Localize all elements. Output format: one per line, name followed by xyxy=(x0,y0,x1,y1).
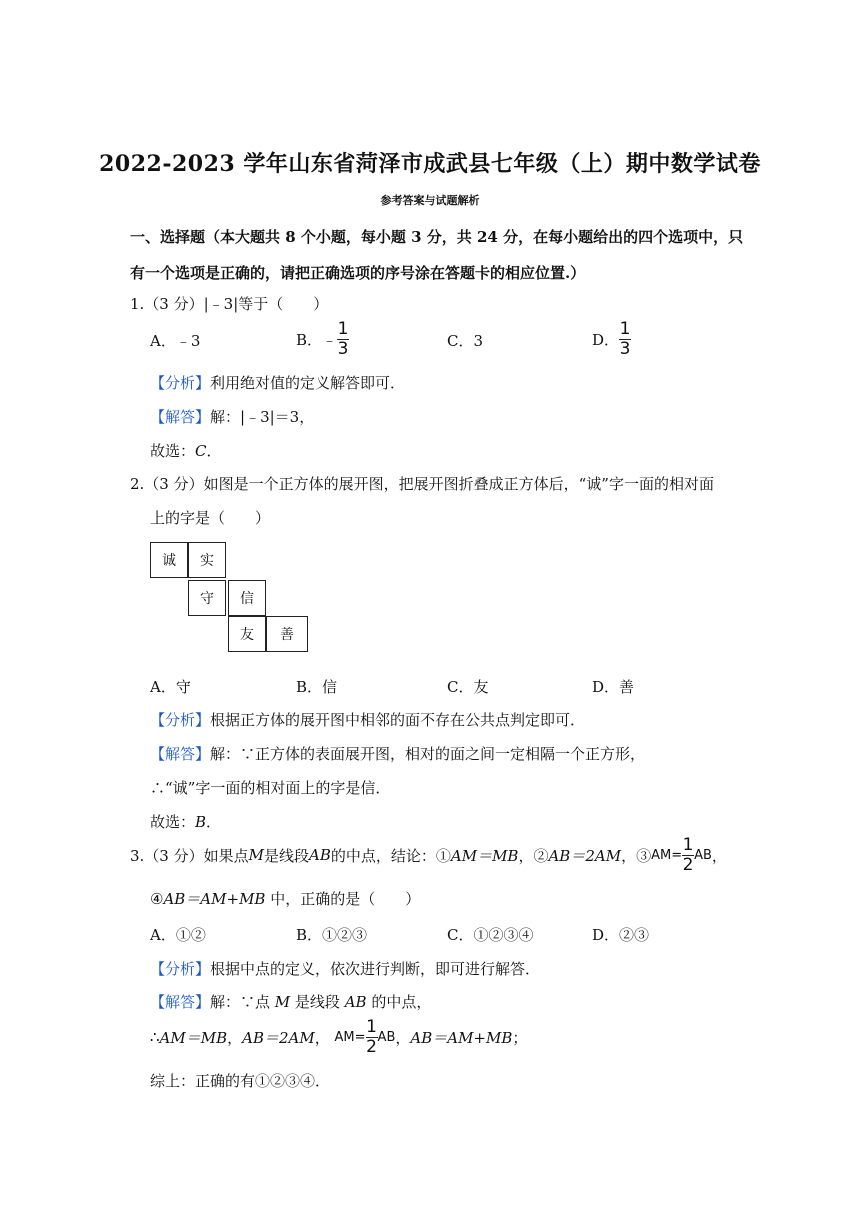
q3-text: ，② xyxy=(518,846,549,865)
q3-stem-line2 xyxy=(150,888,420,909)
q1-option-c: C．3 xyxy=(447,332,484,350)
q2-answer-text: 解：∵正方体的表面展开图，相对的面之间一定相隔一个正方形， xyxy=(210,745,646,763)
q3-answer-text: 是线段 xyxy=(290,993,345,1011)
net-cell: 诚 xyxy=(150,542,188,578)
q3-answer-text: 解：∵点 xyxy=(210,993,275,1011)
net-cell: 守 xyxy=(188,580,226,616)
q2-analysis-text: 根据正方体的展开图中相邻的面不存在公共点判定即可． xyxy=(210,711,586,729)
answer-tag: 【解答】 xyxy=(150,745,211,763)
q3-answer-text: ， xyxy=(227,1028,243,1047)
fraction-numerator: 1 xyxy=(682,834,694,855)
q3-text: ， xyxy=(711,846,727,865)
conclusion-4: AB＝AM+MB xyxy=(410,1028,513,1047)
conclusion-1: AM＝MB xyxy=(159,1028,228,1047)
section-heading-line2: 有一个选项是正确的，请把正确选项的序号涂在答题卡的相应位置.） xyxy=(130,264,586,282)
analysis-tag: 【分析】 xyxy=(150,960,211,978)
q1-option-d-prefix: D． xyxy=(592,331,620,349)
q1-option-a: A．﹣3 xyxy=(150,332,201,350)
q3-summary: 综上：正确的有①②③④． xyxy=(150,1072,331,1090)
q3-answer-text: ； xyxy=(512,1028,528,1047)
q1-answer xyxy=(150,406,314,427)
q3-text: ，③ xyxy=(621,846,652,865)
q1-answer-text: 解：|﹣3|＝3， xyxy=(210,408,315,426)
choice-suffix: ． xyxy=(206,442,222,460)
q3-text: ④ xyxy=(150,890,164,908)
q2-analysis xyxy=(150,709,585,730)
q2-option-b: B．信 xyxy=(296,678,338,696)
q1-option-b-fraction xyxy=(337,321,349,358)
q3-answer-text: ∴ xyxy=(150,1028,160,1046)
q2-option-a: A．守 xyxy=(150,678,191,696)
q2-answer-line1 xyxy=(150,743,645,764)
analysis-tag: 【分析】 xyxy=(150,711,211,729)
net-cell: 善 xyxy=(266,616,308,652)
q2-stem-line2: 上的字是（ ） xyxy=(150,509,271,527)
q3-answer-text: 的中点， xyxy=(366,993,432,1011)
page-title: 2022-2023 学年山东省菏泽市成武县七年级（上）期中数学试卷 xyxy=(99,151,761,177)
ab-label: AB xyxy=(377,1029,396,1045)
page-subtitle: 参考答案与试题解析 xyxy=(380,194,480,207)
segment-ab: AB xyxy=(309,846,331,864)
q3-answer-text: ， xyxy=(395,1028,411,1047)
net-cell: 友 xyxy=(228,616,266,652)
q3-text: 中，正确的是（ ） xyxy=(265,890,421,908)
conclusion-2: AB＝2AM xyxy=(548,846,622,865)
q3-option-c: C．①②③④ xyxy=(447,926,534,944)
q1-stem: 1.（3 分）|﹣3|等于（ ） xyxy=(130,295,329,313)
q1-analysis xyxy=(150,372,405,393)
q3-option-b: B．①②③ xyxy=(296,926,368,944)
q3-stem-line1 xyxy=(130,834,727,875)
q3-analysis-text: 根据中点的定义，依次进行判断，即可进行解答． xyxy=(210,960,541,978)
conclusion-2: AB＝2AM xyxy=(242,1028,315,1047)
half-fraction xyxy=(366,1016,378,1057)
q1-option-b-prefix: B．﹣ xyxy=(296,331,338,349)
q3-option-a: A．①② xyxy=(150,926,206,944)
half-fraction xyxy=(682,834,694,875)
point-m: M xyxy=(248,846,264,864)
q3-text: 3.（3 分）如果点 xyxy=(130,846,249,865)
q1-option-d xyxy=(592,321,631,358)
q2-answer-line2: ∴“诚”字一面的相对面上的字是信． xyxy=(150,779,391,797)
choice-prefix: 故选： xyxy=(150,442,196,460)
choice-prefix: 故选： xyxy=(150,813,196,831)
q3-answer-line2 xyxy=(150,1016,528,1057)
q1-choice xyxy=(150,440,222,461)
q1-option-b xyxy=(296,321,349,358)
choice-letter: B xyxy=(195,813,207,831)
fraction-denominator: 3 xyxy=(337,339,349,359)
analysis-tag: 【分析】 xyxy=(150,374,211,392)
conclusion-1: AM＝MB xyxy=(450,846,519,865)
q3-answer-line1 xyxy=(150,991,431,1012)
fraction-numerator: 1 xyxy=(366,1016,377,1037)
fraction-denominator: 3 xyxy=(619,339,631,359)
point-m: M xyxy=(274,993,291,1011)
q2-option-c: C．友 xyxy=(447,678,489,696)
q2-stem-line1: 2.（3 分）如图是一个正方体的展开图，把展开图折叠成正方体后，“诚”字一面的相对面 xyxy=(130,475,714,493)
q3-text: 的中点，结论：① xyxy=(330,846,451,865)
conclusion-4: AB＝AM+MB xyxy=(163,890,266,908)
segment-ab: AB xyxy=(344,993,367,1011)
fraction-numerator: 1 xyxy=(619,319,631,339)
net-cell: 信 xyxy=(228,580,266,616)
q3-option-d: D．②③ xyxy=(592,926,650,944)
fraction-denominator: 2 xyxy=(682,854,694,875)
q3-analysis xyxy=(150,958,540,979)
cube-net-figure xyxy=(150,540,310,655)
am-label: AM= xyxy=(651,847,683,863)
net-cell: 实 xyxy=(188,542,226,578)
section-heading-line1: 一、选择题（本大题共 8 个小题，每小题 3 分，共 24 分，在每小题给出的四个选项中，只 xyxy=(130,228,744,246)
answer-tag: 【解答】 xyxy=(150,408,211,426)
choice-suffix: ． xyxy=(206,813,222,831)
q2-option-d: D．善 xyxy=(592,678,635,696)
q1-analysis-text: 利用绝对值的定义解答即可． xyxy=(210,374,406,392)
q3-answer-text: ， xyxy=(314,1028,330,1047)
fraction-numerator: 1 xyxy=(337,319,349,339)
q2-choice xyxy=(150,811,221,832)
am-label: AM= xyxy=(334,1029,366,1045)
q3-text: 是线段 xyxy=(263,846,309,865)
ab-label: AB xyxy=(694,847,712,863)
choice-letter: C xyxy=(195,442,207,460)
q1-option-d-fraction xyxy=(619,321,631,358)
answer-tag: 【解答】 xyxy=(150,993,211,1011)
fraction-denominator: 2 xyxy=(366,1036,377,1057)
